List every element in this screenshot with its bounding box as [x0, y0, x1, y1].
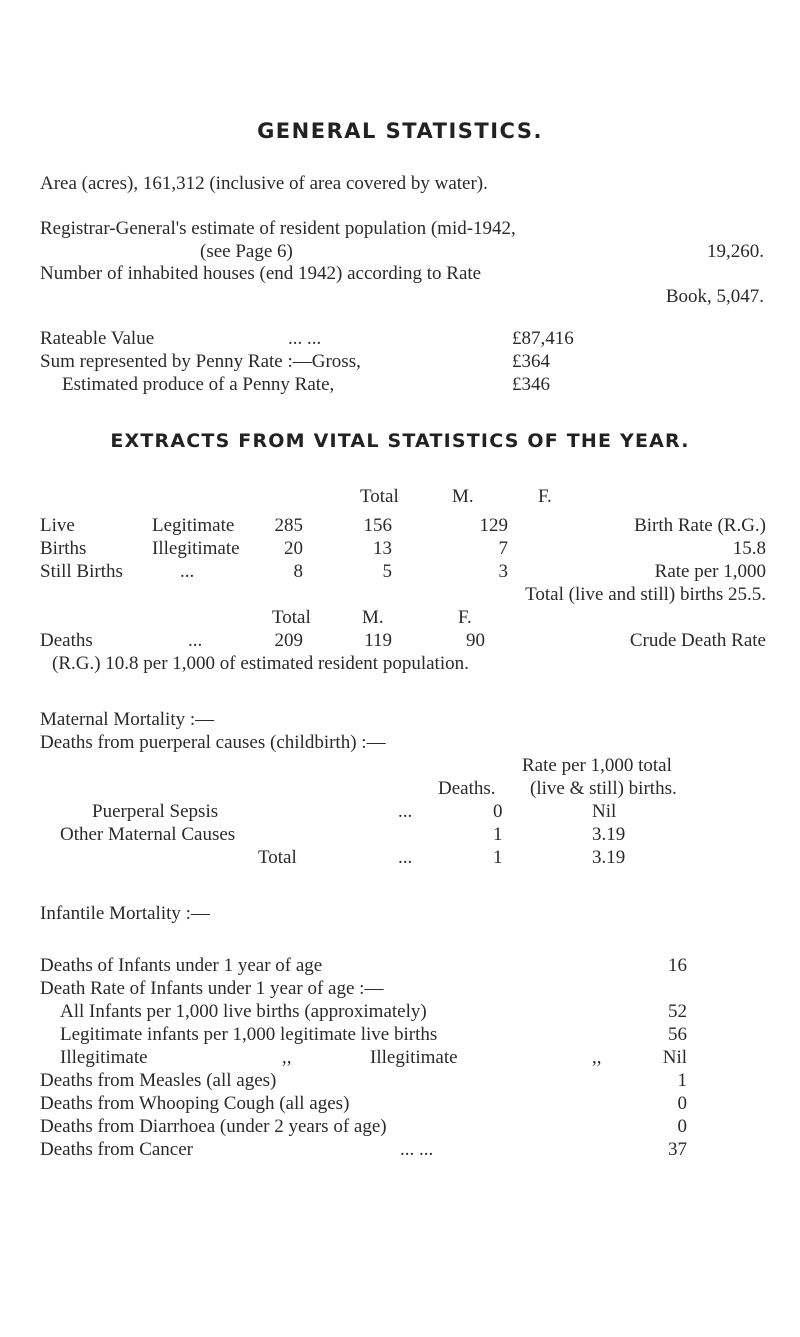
rate-per-1000-label: Rate per 1,000	[654, 561, 766, 582]
infantile-row-value: 16	[668, 955, 687, 976]
rateable-value: £87,416	[512, 328, 574, 349]
still-births-m: 5	[382, 561, 392, 582]
deaths-f: 90	[466, 630, 485, 651]
maternal-row-deaths: 0	[493, 801, 503, 822]
birth-rate-value: 15.8	[732, 538, 766, 559]
maternal-row-rate: 3.19	[592, 824, 626, 845]
penny-rate-value: £364	[512, 351, 550, 372]
infantile-row-dots: ... ...	[400, 1139, 434, 1160]
houses-line2: Book, 5,047.	[665, 286, 764, 307]
births-label: Births	[40, 538, 87, 559]
infantile-row-label: Deaths from Cancer	[40, 1139, 193, 1160]
maternal-col-rate-line2: (live & still) births.	[530, 778, 677, 799]
infantile-row-value: 37	[668, 1139, 687, 1160]
births-header-total: Total	[360, 486, 399, 507]
infantile-row-value: 0	[677, 1116, 687, 1137]
deaths-label: Deaths	[40, 630, 93, 651]
area-line: Area (acres), 161,312 (inclusive of area covered by water).	[40, 173, 488, 194]
penny-rate-label: Sum represented by Penny Rate :—Gross,	[40, 351, 361, 372]
crude-death-rate-label: Crude Death Rate	[629, 630, 766, 651]
population-line1: Registrar-General's estimate of resident population (mid-1942,	[40, 218, 516, 239]
infantile-row-label2: Illegitimate	[370, 1047, 458, 1068]
maternal-row-rate: Nil	[592, 801, 617, 822]
estimated-produce-value: £346	[512, 374, 550, 395]
live-label: Live	[40, 515, 75, 536]
infantile-row-label: Legitimate infants per 1,000 legitimate live births	[60, 1024, 438, 1045]
still-births-f: 3	[498, 561, 508, 582]
maternal-subheading: Deaths from puerperal causes (childbirth) :—	[40, 732, 386, 753]
illegitimate-m: 13	[373, 538, 392, 559]
deaths-m: 119	[364, 630, 392, 651]
ditto-mark: ,,	[282, 1047, 292, 1068]
maternal-row-dots: ...	[398, 847, 413, 868]
still-births-dots: ...	[180, 561, 195, 582]
deaths-header-total: Total	[272, 607, 311, 628]
infantile-row-label: Deaths of Infants under 1 year of age	[40, 955, 323, 976]
total-births-line: Total (live and still) births 25.5.	[525, 584, 766, 605]
infantile-heading: Infantile Mortality :—	[40, 903, 210, 924]
legitimate-f: 129	[479, 515, 508, 536]
infantile-row-label: Deaths from Diarrhoea (under 2 years of age)	[40, 1116, 387, 1137]
maternal-col-rate-line1: Rate per 1,000 total	[522, 755, 672, 776]
maternal-row-label: Total	[258, 847, 297, 868]
population-value: 19,260.	[707, 241, 764, 262]
legitimate-label: Legitimate	[152, 515, 235, 536]
maternal-row-label: Other Maternal Causes	[60, 824, 236, 845]
infantile-row-value: 0	[677, 1093, 687, 1114]
ditto-mark: ,,	[592, 1047, 602, 1068]
infantile-row-label: Deaths from Whooping Cough (all ages)	[40, 1093, 350, 1114]
still-births-total: 8	[293, 561, 303, 582]
infantile-row-label: Illegitimate	[60, 1047, 148, 1068]
population-see-page: (see Page 6)	[200, 241, 293, 262]
infantile-row-label: Death Rate of Infants under 1 year of age :—	[40, 978, 384, 999]
illegitimate-total: 20	[284, 538, 303, 559]
maternal-row-rate: 3.19	[592, 847, 626, 868]
rateable-value-dots: ... ...	[288, 328, 322, 349]
infantile-row-label: Deaths from Measles (all ages)	[40, 1070, 277, 1091]
page-title: GENERAL STATISTICS.	[257, 119, 543, 143]
deaths-dots: ...	[188, 630, 203, 651]
maternal-row-dots: ...	[398, 801, 413, 822]
maternal-heading: Maternal Mortality :—	[40, 709, 215, 730]
maternal-row-label: Puerperal Sepsis	[92, 801, 219, 822]
births-header-f: F.	[538, 486, 552, 507]
infantile-row-value: Nil	[662, 1047, 687, 1068]
extracts-heading: EXTRACTS FROM VITAL STATISTICS OF THE YEAR.	[110, 430, 690, 452]
maternal-row-deaths: 1	[493, 847, 503, 868]
deaths-header-m: M.	[362, 607, 384, 628]
maternal-col-deaths: Deaths.	[438, 778, 496, 799]
still-births-label: Still Births	[40, 561, 123, 582]
maternal-row-deaths: 1	[493, 824, 503, 845]
rateable-value-label: Rateable Value	[40, 328, 155, 349]
birth-rate-label: Birth Rate (R.G.)	[634, 515, 766, 536]
crude-death-rate-line: (R.G.) 10.8 per 1,000 of estimated resident population.	[52, 653, 469, 674]
illegitimate-f: 7	[498, 538, 508, 559]
houses-line1: Number of inhabited houses (end 1942) according to Rate	[40, 263, 482, 284]
infantile-row-value: 52	[668, 1001, 687, 1022]
illegitimate-label: Illegitimate	[152, 538, 240, 559]
legitimate-m: 156	[363, 515, 392, 536]
deaths-total: 209	[274, 630, 303, 651]
deaths-header-f: F.	[458, 607, 472, 628]
infantile-row-label: All Infants per 1,000 live births (approximately)	[60, 1001, 427, 1022]
births-header-m: M.	[452, 486, 474, 507]
infantile-row-value: 56	[668, 1024, 687, 1045]
legitimate-total: 285	[274, 515, 303, 536]
infantile-row-value: 1	[677, 1070, 687, 1091]
estimated-produce-label: Estimated produce of a Penny Rate,	[62, 374, 335, 395]
